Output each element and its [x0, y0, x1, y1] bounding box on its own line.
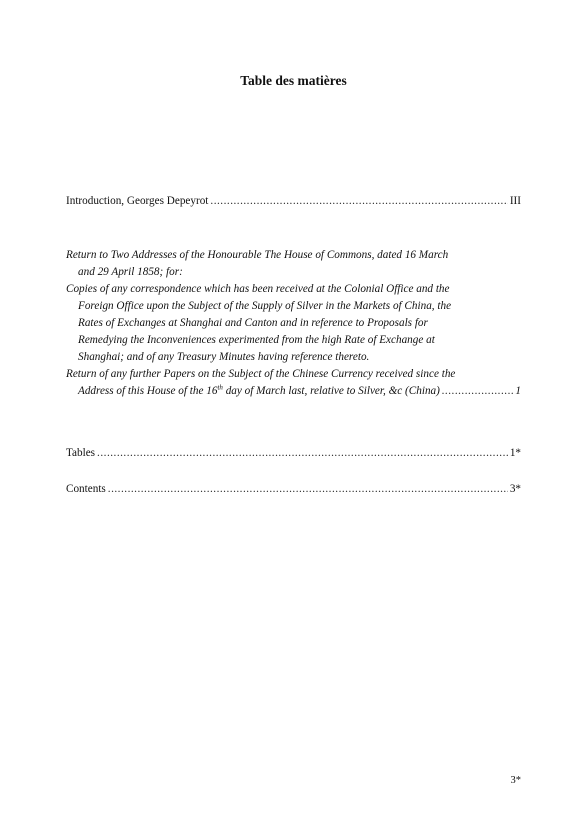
toc-entry-line-text: Address of this House of the 16th day of March last, relative to Silver, &c (China) [78, 383, 440, 397]
toc-entry-label: Contents [66, 483, 106, 495]
toc-entry-line: and 29 April 1858; for: [78, 266, 183, 278]
dot-leader [442, 383, 514, 400]
dot-leader [210, 193, 507, 210]
toc-entry-return[interactable] [66, 247, 521, 400]
dot-leader [108, 481, 508, 498]
toc-entry-last-line [66, 383, 521, 400]
toc-entry-line: Rates of Exchanges at Shanghai and Canton and in reference to Proposals for [78, 317, 428, 329]
footer-page-number: 3* [510, 775, 521, 786]
toc-page-number: 1* [509, 447, 521, 459]
toc-page-number: III [509, 195, 521, 207]
toc-page-number: 3* [509, 483, 521, 495]
toc-entry-contents[interactable] [66, 481, 521, 498]
toc-entry-line: Foreign Office upon the Subject of the Supply of Silver in the Markets of China, the [78, 300, 452, 312]
toc-entry-introduction[interactable] [66, 193, 521, 210]
toc-page-number: 1 [515, 385, 521, 397]
dot-leader [97, 445, 508, 462]
toc-entry-line: Shanghai; and of any Treasury Minutes having reference thereto. [78, 351, 370, 363]
toc-entry-label: Tables [66, 447, 96, 459]
toc-entry-label: Introduction, Georges Depeyrot [66, 195, 209, 207]
toc-entry-line: Return of any further Papers on the Subject of the Chinese Currency received since the [66, 368, 456, 380]
toc-entry-line: Return to Two Addresses of the Honourable The House of Commons, dated 16 March [66, 249, 449, 261]
superscript-ordinal: th [217, 383, 223, 392]
toc-entry-line: Copies of any correspondence which has been received at the Colonial Office and the [66, 283, 450, 295]
toc-entry-tables[interactable] [66, 445, 521, 462]
toc-entry-line: Remedying the Inconveniences experimented from the high Rate of Exchange at [78, 334, 435, 346]
page-title: Table des matières [240, 73, 347, 88]
